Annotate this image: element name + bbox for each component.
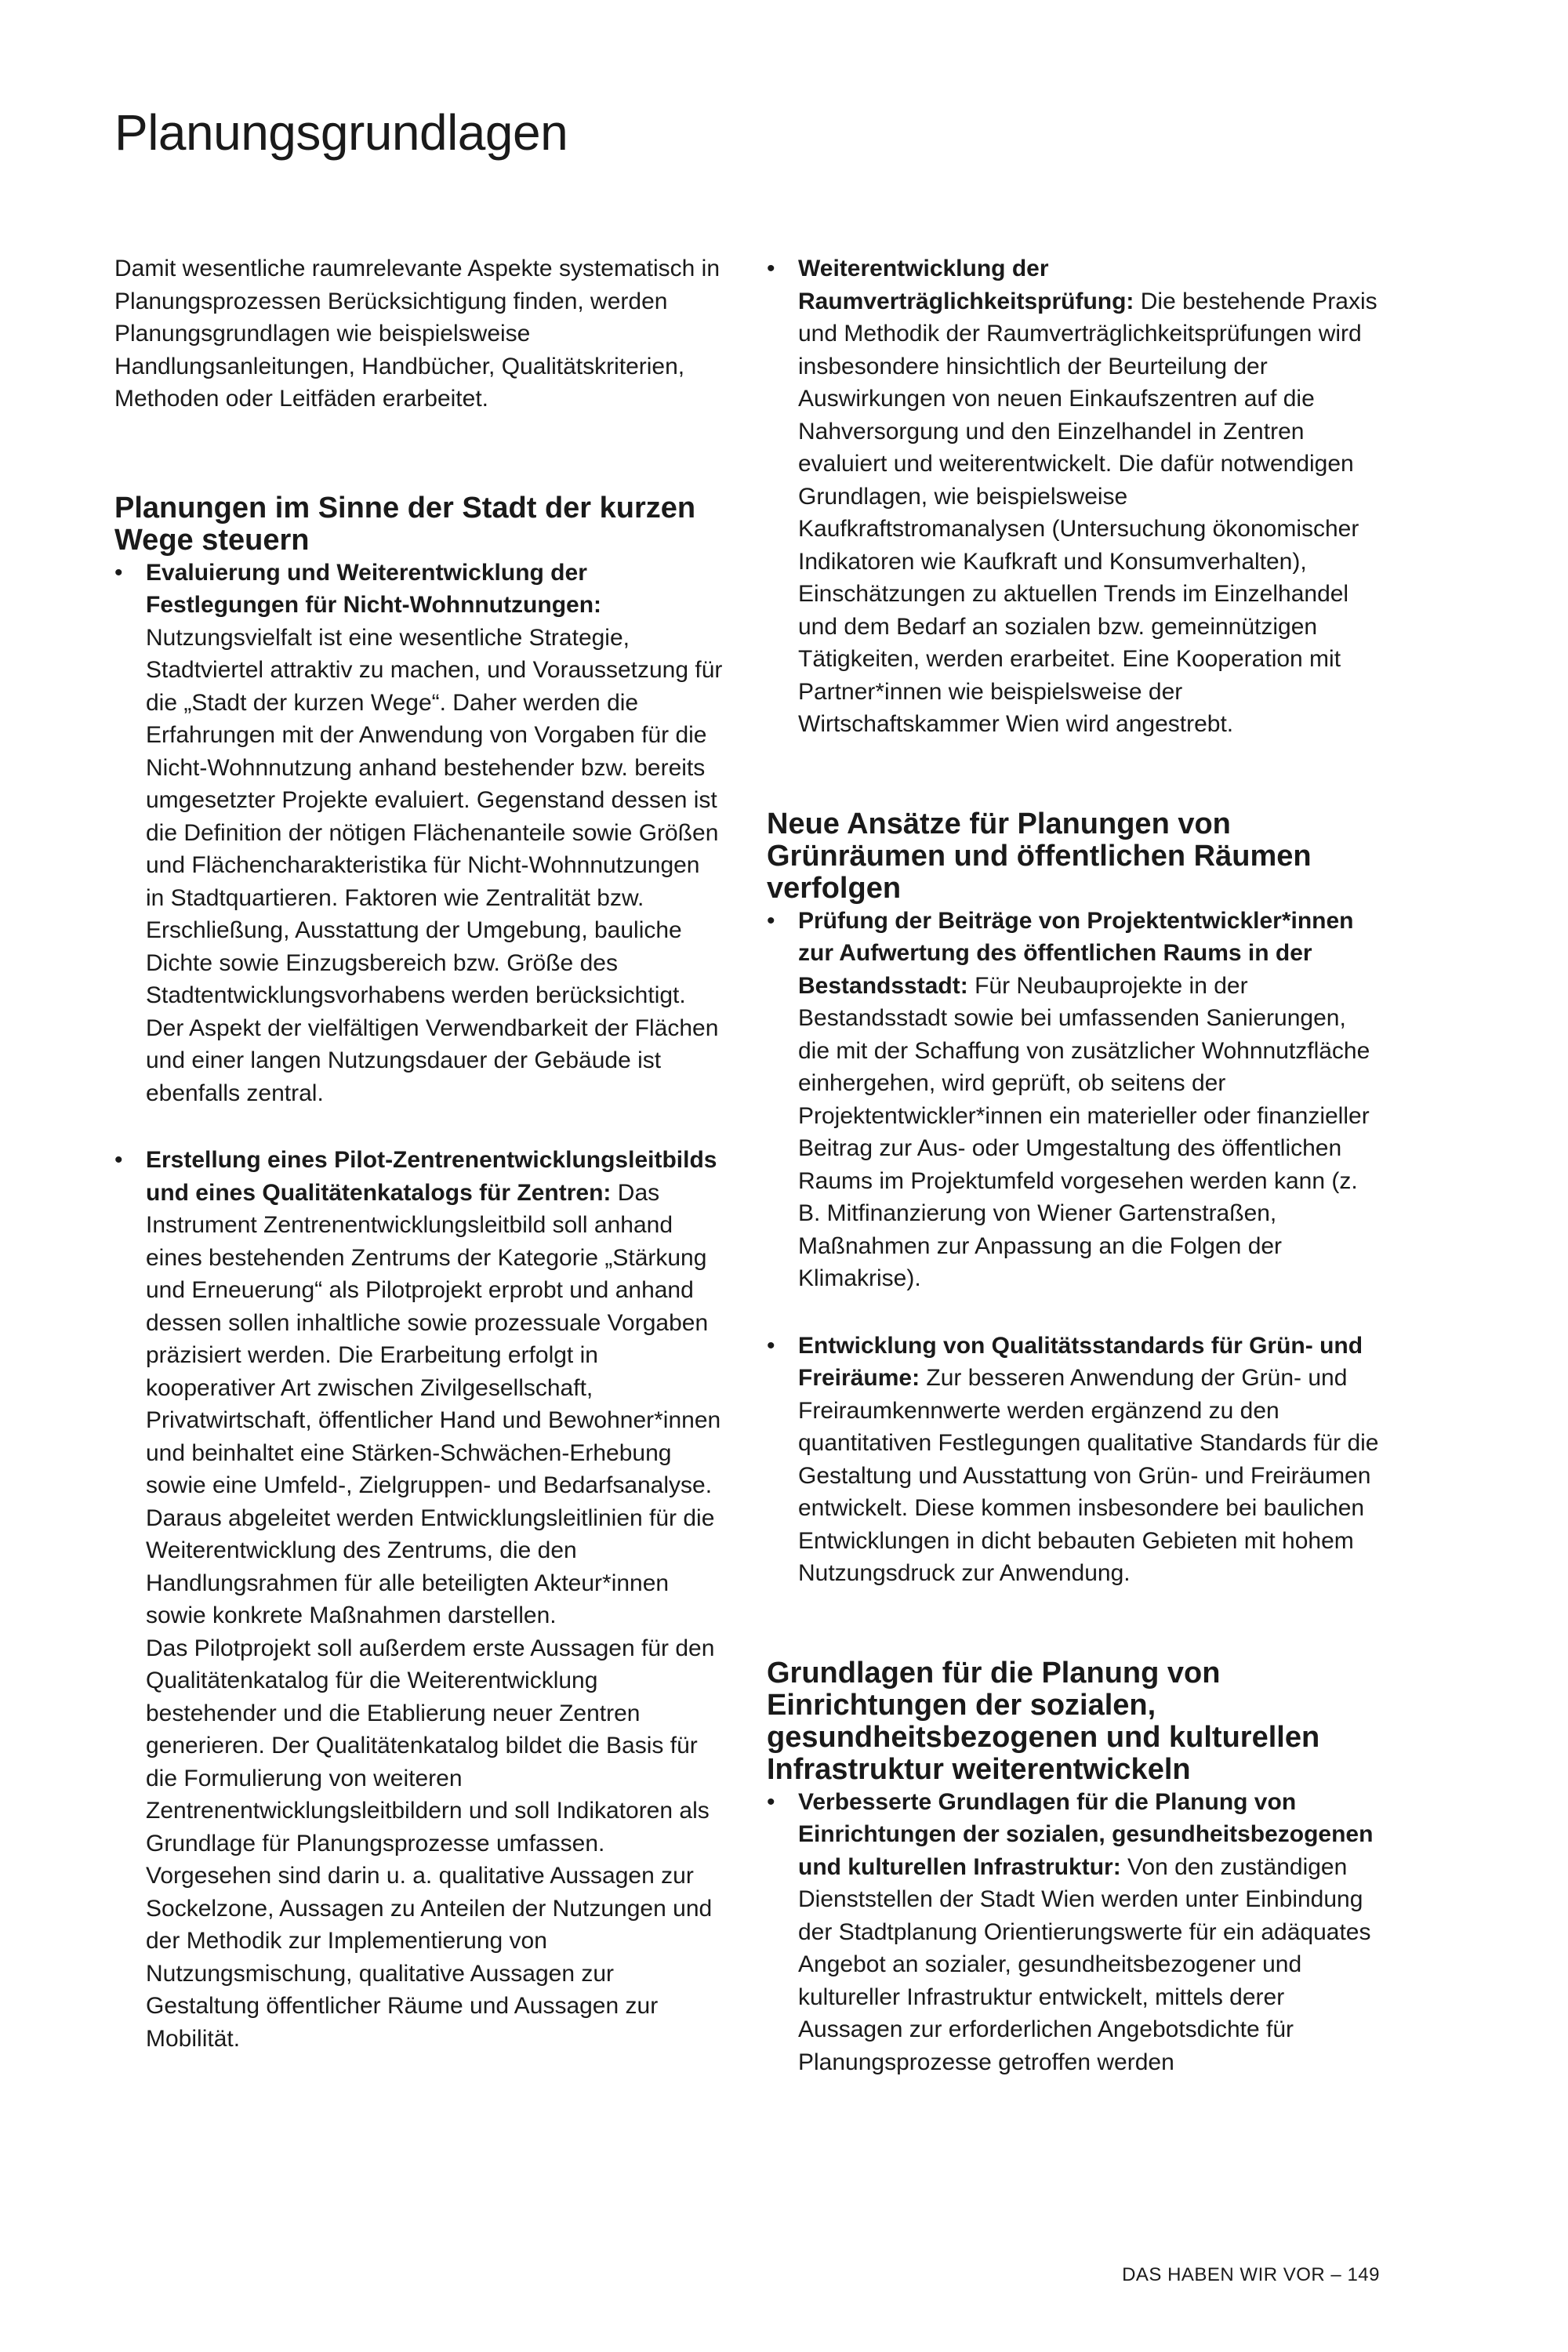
bullet-text	[798, 905, 1380, 1295]
bullet-content: Von den zuständigen Dienststellen der Stadt Wien werden unter Einbindung der Stadtplanung Orientierungswerte für ein adäquates Angebot an sozialer, gesundheitsbezogener und kultureller Infrastruktur entwickelt, mittels derer Aussagen zur erforderlichen Angebotsdichte für Planungsprozesse getroffen werden	[798, 1853, 1371, 2075]
bullet-text	[146, 557, 724, 1110]
page-footer: DAS HABEN WIR VOR – 149	[1122, 2264, 1380, 2285]
list-item	[767, 1786, 1380, 2079]
list-item	[767, 1330, 1380, 1590]
bullet-list-infrastruktur	[767, 1786, 1380, 2079]
list-item	[767, 905, 1380, 1295]
bullet-lead: Entwicklung von Qualitätsstandards für Grün- und Freiräume:	[798, 1332, 1363, 1391]
bullet-content: Das Instrument Zentrenentwicklungsleitbild soll anhand eines bestehenden Zentrums der Kategorie „Stärkung und Erneuerung“ als Pilotprojekt erprobt und anhand dessen sollen inhaltliche sowie prozessuale Vorgaben präzisiert werden. Die Erarbeitung erfolgt in kooperativer Art zwischen Zivilgesellschaft, Privatwirtschaft, öffentlicher Hand und Bewohner*innen und beinhaltet eine Stärken-Schwächen-Erhebung sowie eine Umfeld-, Zielgruppen- und Bedarfsanalyse. Daraus abgeleitet werden Entwicklungsleitlinien für die Weiterentwicklung des Zentrums, die den Handlungsrahmen für alle beteiligten Akteur*innen sowie konkrete Maßnahmen darstellen.	[146, 1179, 721, 1628]
bullet-content: Zur besseren Anwendung der Grün- und Freiraumkennwerte werden ergänzend zu den quantitativen Festlegungen qualitative Standards für die Gestaltung und Ausstattung von Grün- und Freiräumen entwickelt. Diese kommen insbesondere bei baulichen Entwicklungen in dicht bebauten Gebieten mit hohem Nutzungsdruck zur Anwendung.	[798, 1365, 1379, 1586]
list-item	[114, 1144, 724, 2055]
bullet-list-gruenraeume	[767, 905, 1380, 1590]
bullet-lead: Weiterentwicklung der Raumverträglichkeitsprüfung:	[798, 256, 1134, 314]
list-item	[114, 557, 724, 1110]
bullet-lead: Evaluierung und Weiterentwicklung der Festlegungen für Nicht-Wohnnutzungen:	[146, 559, 602, 618]
list-item	[767, 252, 1380, 741]
section-heading-infrastruktur: Grundlagen für die Planung von Einrichtungen der sozialen, gesundheitsbezogenen und kulturellen Infrastruktur weiterentwickeln	[767, 1656, 1320, 1786]
bullet-lead: Erstellung eines Pilot-Zentrenentwicklungsleitbilds und eines Qualitätenkatalogs für Zentren:	[146, 1147, 717, 1206]
bullet-lead: Verbesserte Grundlagen für die Planung von Einrichtungen der sozialen, gesundheitsbezogenen und kulturellen Infrastruktur:	[798, 1788, 1374, 1880]
bullet-lead: Prüfung der Beiträge von Projektentwickler*innen zur Aufwertung des öffentlichen Raums in der Bestandsstadt:	[798, 907, 1354, 999]
left-column	[114, 252, 724, 2055]
bullet-content: Die bestehende Praxis und Methodik der Raumverträglichkeitsprüfungen wird insbesondere hinsichtlich der Beurteilung der Auswirkungen von neuen Einkaufszentren auf die Nahversorgung und den Einzelhandel in Zentren evaluiert und weiterentwickelt. Die dafür notwendigen Grundlagen, wie beispielsweise Kaufkraftstromanalysen (Untersuchung ökonomischer Indikatoren wie Kaufkraft und Konsumverhalten), Einschätzungen zu aktuellen Trends im Einzelhandel und dem Bedarf an sozialen bzw. gemeinnützigen Tätigkeiten, werden erarbeitet. Eine Kooperation mit Partner*innen wie beispielsweise der Wirtschaftskammer Wien wird angestrebt.	[798, 288, 1377, 737]
section-heading-kurze-wege: Planungen im Sinne der Stadt der kurzen Wege steuern	[114, 491, 696, 557]
bullet-text	[798, 252, 1380, 741]
intro-paragraph: Damit wesentliche raumrelevante Aspekte systematisch in Planungsprozessen Berücksichtigung finden, werden Planungsgrundlagen wie beispielsweise Handlungsanleitungen, Handbücher, Qualitätskriterien, Methoden oder Leitfäden erarbeitet.	[114, 256, 720, 412]
bullet-text	[146, 1144, 724, 2055]
right-column	[767, 252, 1380, 2078]
bullet-content: Nutzungsvielfalt ist eine wesentliche Strategie, Stadtviertel attraktiv zu machen, und Voraussetzung für die „Stadt der kurzen Wege“. Daher werden die Erfahrungen mit der Anwendung von Vorgaben für die Nicht-Wohnnutzung anhand bestehender bzw. bereits umgesetzter Projekte evaluiert. Gegenstand dessen ist die Definition der nötigen Flächenanteile sowie Größen und Flächencharakteristika für Nicht-Wohnnutzungen in Stadtquartieren. Faktoren wie Zentralität bzw. Erschließung, Ausstattung der Umgebung, bauliche Dichte sowie Einzugsbereich bzw. Größe des Stadtentwicklungsvorhabens werden berücksichtigt. Der Aspekt der vielfältigen Verwendbarkeit der Flächen und einer langen Nutzungsdauer der Gebäude ist ebenfalls zentral.	[146, 624, 723, 1106]
bullet-list-kurze-wege	[114, 557, 724, 2056]
section-heading-gruenraeume: Neue Ansätze für Planungen von Grünräumen und öffentlichen Räumen verfolgen	[767, 807, 1312, 905]
bullet-text	[798, 1330, 1380, 1590]
page-title: Planungsgrundlagen	[114, 104, 568, 161]
bullet-text	[798, 1786, 1380, 2079]
bullet-content-continued: Das Pilotprojekt soll außerdem erste Aussagen für den Qualitätenkatalog für die Weiterentwicklung bestehender und die Etablierung neuer Zentren generieren. Der Qualitätenkatalog bildet die Basis für die Formulierung von weiteren Zentrenentwicklungsleitbildern und soll Indikatoren als Grundlage für Planungsprozesse umfassen. Vorgesehen sind darin u. a. qualitative Aussagen zur Sockelzone, Aussagen zu Anteilen der Nutzungen und der Methodik zur Implementierung von Nutzungsmischung, qualitative Aussagen zur Gestaltung öffentlicher Räume und Aussagen zur Mobilität.	[146, 1635, 715, 2052]
bullet-list-raumvertraeglichkeit	[767, 252, 1380, 741]
bullet-content: Für Neubauprojekte in der Bestandsstadt sowie bei umfassenden Sanierungen, die mit der Schaffung von zusätzlicher Wohnnutzfläche einhergehen, wird geprüft, ob seitens der Projektentwickler*innen ein materieller oder finanzieller Beitrag zur Aus- oder Umgestaltung des öffentlichen Raums im Projektumfeld vorgesehen werden kann (z. B. Mitfinanzierung von Wiener Gartenstraßen, Maßnahmen zur Anpassung an die Folgen der Klimakrise).	[798, 972, 1370, 1291]
